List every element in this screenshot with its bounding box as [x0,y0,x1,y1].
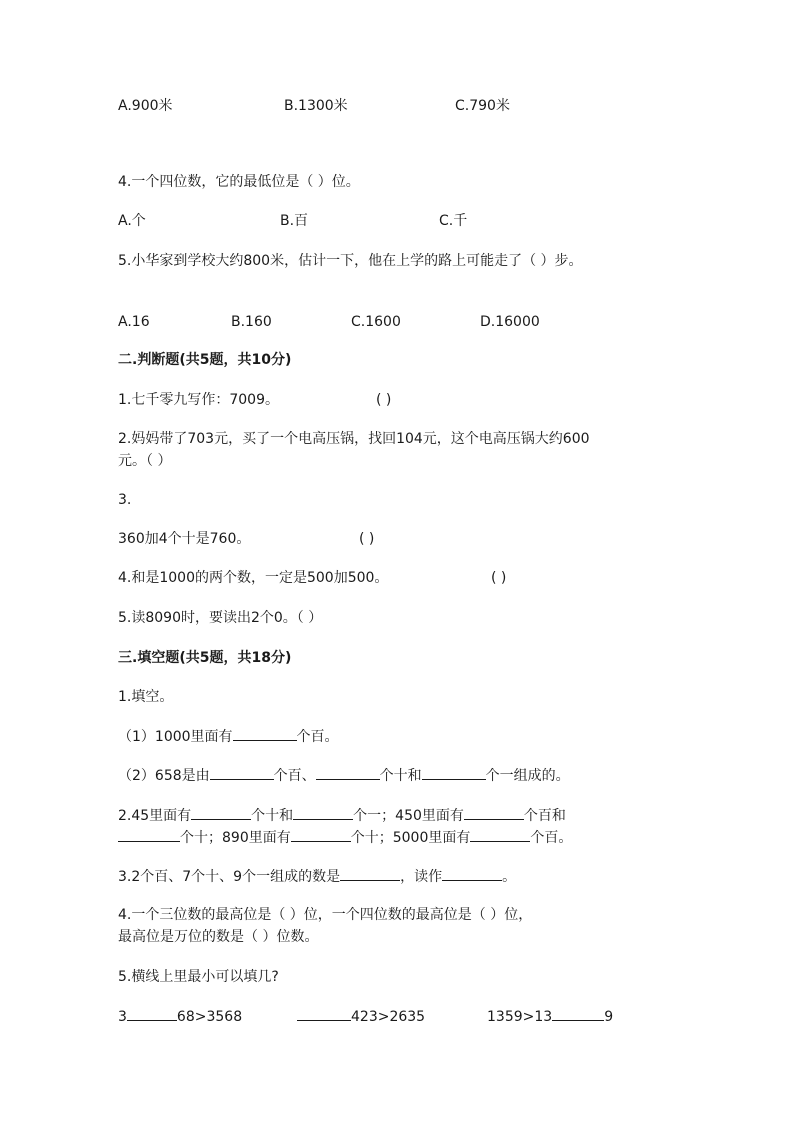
fill-q1-sub1-text-b: 个百。 [296,729,339,745]
expr3-text-a: 1359>13 [487,1009,553,1025]
q4-text: 4.一个四位数，它的最低位是（ ）位。 [118,174,360,190]
fill-q2-line2 [118,827,572,848]
fill-q1-sub2-text-d: 个一组成的。 [485,768,570,784]
answer-blank[interactable] [422,765,486,780]
answer-blank[interactable] [293,805,353,820]
fill-q3 [118,866,516,887]
answer-blank[interactable] [127,1006,177,1021]
judge-item-1: 1.七千零九写作：7009。 [118,392,279,408]
judge-item-3: 3. [118,492,132,508]
fill-q5-expr-3 [487,1006,613,1027]
q4-option-c: C.千 [439,213,468,229]
q5-option-c: C.1600 [351,314,401,330]
fill-q5-expr-2 [297,1006,425,1027]
fill-q4-line1: 4.一个三位数的最高位是（ ）位，一个四位数的最高位是（ ）位， [118,907,533,923]
q5-option-d: D.16000 [480,314,540,330]
judge-item-3-body: 360加4个十是760。 [118,531,251,547]
judge-item-4-paren: ( ) [491,570,507,586]
fill-q1-sub2-text-b: 个百、 [273,768,316,784]
judge-item-2: 2.妈妈带了703元，买了一个电高压锅，找回104元，这个电高压锅大约600 [118,431,590,447]
fill-q2-line1 [118,805,566,826]
fill-q1-sub2-text-a: （2）658是由 [118,768,210,784]
fill-q1-sub1 [118,726,339,747]
fill-q3-text-c: 。 [502,869,517,885]
fill-q2-text-e: 个十；890里面有 [180,830,291,846]
fill-q5-expr-1 [118,1006,242,1027]
fill-q3-text-b: ，读作 [400,869,443,885]
answer-blank[interactable] [291,827,351,842]
answer-blank[interactable] [210,765,274,780]
answer-blank[interactable] [340,866,400,881]
fill-q3-text-a: 3.2个百、7个十、9个一组成的数是 [118,869,341,885]
fill-q1-sub2 [118,765,570,786]
answer-blank[interactable] [297,1006,351,1021]
fill-q2-text-d: 个百和 [523,808,566,824]
q5-option-a: A.16 [118,314,150,330]
q4-option-b: B.百 [280,213,309,229]
fill-q4-line2: 最高位是万位的数是（ ）位数。 [118,929,319,945]
judge-item-4: 4.和是1000的两个数，一定是500加500。 [118,570,389,586]
expr1-text-a: 3 [118,1009,127,1025]
section3-heading: 三.填空题(共5题，共18分) [118,650,292,666]
answer-blank[interactable] [442,866,502,881]
q3-option-a: A.900米 [118,98,173,114]
judge-item-1-paren: ( ) [376,392,392,408]
fill-q2-text-f: 个十；5000里面有 [350,830,471,846]
fill-q2-text-g: 个百。 [530,830,573,846]
expr3-text-b: 9 [604,1009,614,1025]
fill-q1-title: 1.填空。 [118,689,174,705]
q4-option-a: A.个 [118,213,146,229]
q3-option-c: C.790米 [455,98,510,114]
answer-blank[interactable] [464,805,524,820]
answer-blank[interactable] [470,827,530,842]
section2-heading: 二.判断题(共5题，共10分) [118,352,292,368]
answer-blank[interactable] [316,765,380,780]
fill-q2-text-c: 个一；450里面有 [353,808,464,824]
judge-item-5: 5.读8090时，要读出2个0。（ ） [118,610,323,626]
judge-item-2-cont: 元。（ ） [118,453,172,469]
expr1-text-b: 68>3568 [176,1009,243,1025]
q3-option-b: B.1300米 [284,98,348,114]
expr2-text-b: 423>2635 [351,1009,426,1025]
fill-q1-sub1-text-a: （1）1000里面有 [118,729,233,745]
q5-text: 5.小华家到学校大约800米，估计一下，他在上学的路上可能走了（ ）步。 [118,253,583,269]
fill-q2-text-b: 个十和 [251,808,294,824]
judge-item-3-paren: ( ) [359,531,375,547]
fill-q5-title: 5.横线上里最小可以填几? [118,969,279,985]
q5-option-b: B.160 [231,314,272,330]
answer-blank[interactable] [118,827,180,842]
answer-blank[interactable] [233,726,297,741]
fill-q2-text-a: 2.45里面有 [118,808,192,824]
fill-q1-sub2-text-c: 个十和 [379,768,422,784]
answer-blank[interactable] [191,805,251,820]
answer-blank[interactable] [552,1006,604,1021]
